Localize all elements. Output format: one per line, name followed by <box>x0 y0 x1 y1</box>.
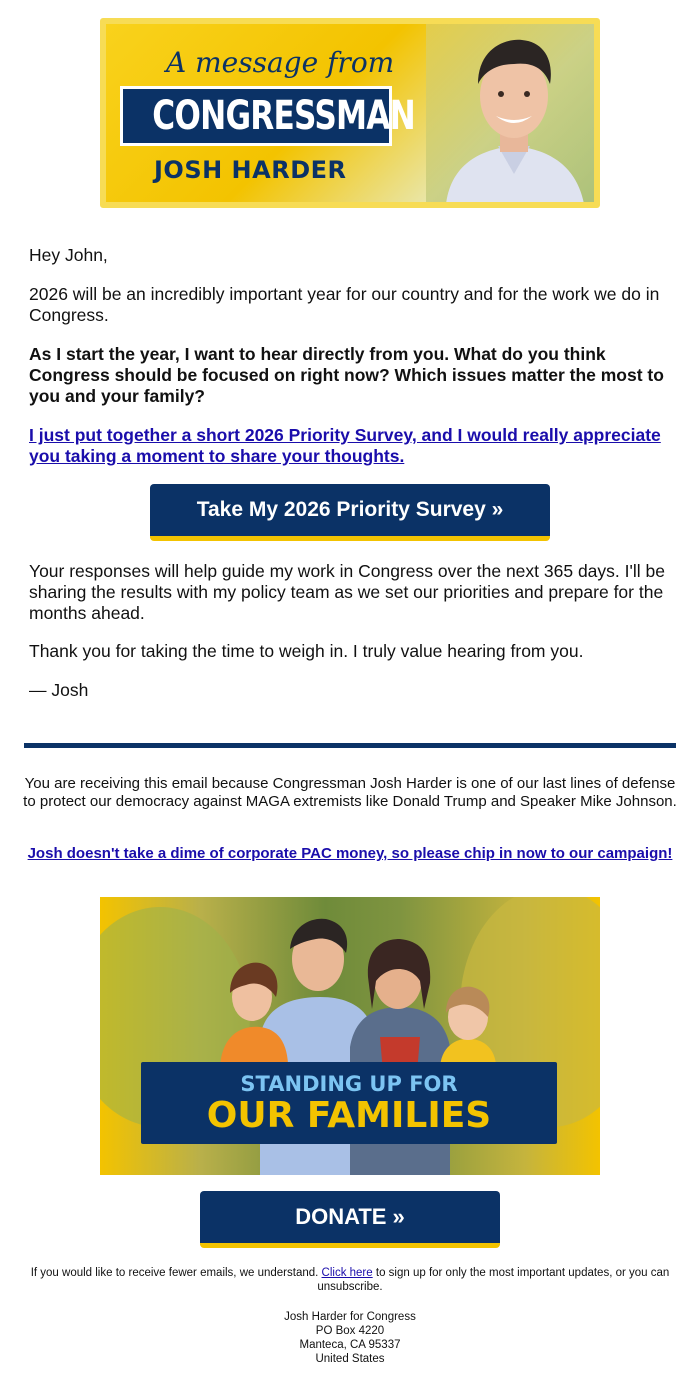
fewer-emails-prefix: If you would like to receive fewer emails, we understand. <box>30 1267 319 1279</box>
click-here-link[interactable]: Click here <box>321 1267 373 1279</box>
banner-message-from: A message from <box>166 46 395 79</box>
take-survey-button[interactable]: Take My 2026 Priority Survey » <box>150 484 550 541</box>
family-photo[interactable] <box>100 897 600 1175</box>
photo-caption-line1: STANDING UP FOR <box>240 1072 458 1096</box>
thanks-paragraph: Thank you for taking the time to weigh in. I truly value hearing from you. <box>29 641 584 661</box>
survey-link[interactable]: I just put together a short 2026 Priority Survey, and I would really appreciate you taking a moment to share your thoughts. <box>29 425 661 466</box>
donate-link[interactable]: Josh doesn't take a dime of corporate PAC money, so please chip in now to our campaign! <box>27 845 673 862</box>
congressman-portrait <box>426 24 600 204</box>
banner-name: JOSH HARDER <box>154 156 347 184</box>
header-banner[interactable] <box>100 18 600 208</box>
org-name: Josh Harder for Congress <box>284 1311 416 1323</box>
country: United States <box>315 1353 385 1365</box>
signoff: — Josh <box>29 680 89 700</box>
mailing-address <box>20 1310 680 1366</box>
greeting: Hey John, <box>29 245 108 265</box>
question-paragraph: As I start the year, I want to hear directly from you. What do you think Congress should be focused on right now? Which issues matter the most to you and your family? <box>29 344 664 406</box>
responses-paragraph: Your responses will help guide my work in Congress over the next 365 days. I'll be sharing the results with my policy team as we set our priorities and prepare for the months ahead. <box>29 561 665 623</box>
photo-caption-line2: OUR FAMILIES <box>206 1095 492 1136</box>
po-box: PO Box 4220 <box>315 1325 385 1337</box>
unsubscribe-text <box>20 1266 680 1294</box>
section-divider <box>24 743 676 748</box>
disclaimer-text: You are receiving this email because Congressman Josh Harder is one of our last lines of defense to protect our democracy against MAGA extremists like Donald Trump and Speaker Mike Johnson. <box>23 775 677 810</box>
intro-paragraph: 2026 will be an incredibly important year for our country and for the work we do in Congress. <box>29 284 660 325</box>
banner-title-box <box>120 86 416 146</box>
photo-caption-box <box>141 1062 557 1144</box>
city-state-zip: Manteca, CA 95337 <box>299 1339 401 1351</box>
fewer-emails-suffix: to sign up for only the most important updates, or you can unsubscribe. <box>317 1267 670 1293</box>
donate-button[interactable]: DONATE » <box>200 1191 500 1248</box>
banner-title: CONGRESSMAN <box>152 93 416 139</box>
